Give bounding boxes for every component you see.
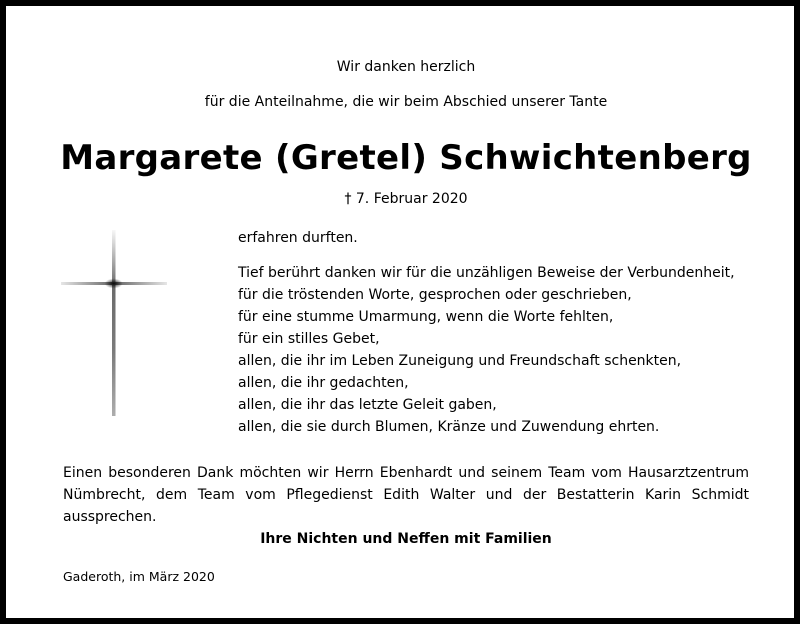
deceased-name: Margarete (Gretel) Schwichtenberg <box>60 138 752 178</box>
death-date: † 7. Februar 2020 <box>344 191 468 207</box>
verse-line: allen, die ihr gedachten, <box>238 375 409 391</box>
place-date: Gaderoth, im März 2020 <box>63 569 215 584</box>
special-thanks-paragraph: Einen besonderen Dank möchten wir Herrn Ebenhardt und seinem Team vom Hausarztzentrum Nümbrecht, dem Team vom Pflegedienst Edith Walter und der Bestatterin Karin Schmidt aussprechen. <box>63 465 749 525</box>
verse-line: für die tröstenden Worte, gesprochen oder geschrieben, <box>238 287 632 303</box>
verse-line: allen, die sie durch Blumen, Kränze und Zuwendung ehrten. <box>238 419 660 435</box>
intro-line: erfahren durften. <box>238 230 358 246</box>
verse-line: allen, die ihr das letzte Geleit gaben, <box>238 397 497 413</box>
poem-block <box>238 227 735 438</box>
verse-line: für eine stumme Umarmung, wenn die Worte fehlten, <box>238 309 614 325</box>
signature: Ihre Nichten und Neffen mit Familien <box>260 531 552 547</box>
condolence-line: für die Anteilnahme, die wir beim Abschied unserer Tante <box>204 94 608 110</box>
cross-icon <box>56 228 172 418</box>
thanks-heading: Wir danken herzlich <box>336 59 476 75</box>
verse-line: Tief berührt danken wir für die unzähligen Beweise der Verbundenheit, <box>238 265 735 281</box>
verse-line: allen, die ihr im Leben Zuneigung und Freundschaft schenkten, <box>238 353 682 369</box>
verse-line: für ein stilles Gebet, <box>238 331 380 347</box>
